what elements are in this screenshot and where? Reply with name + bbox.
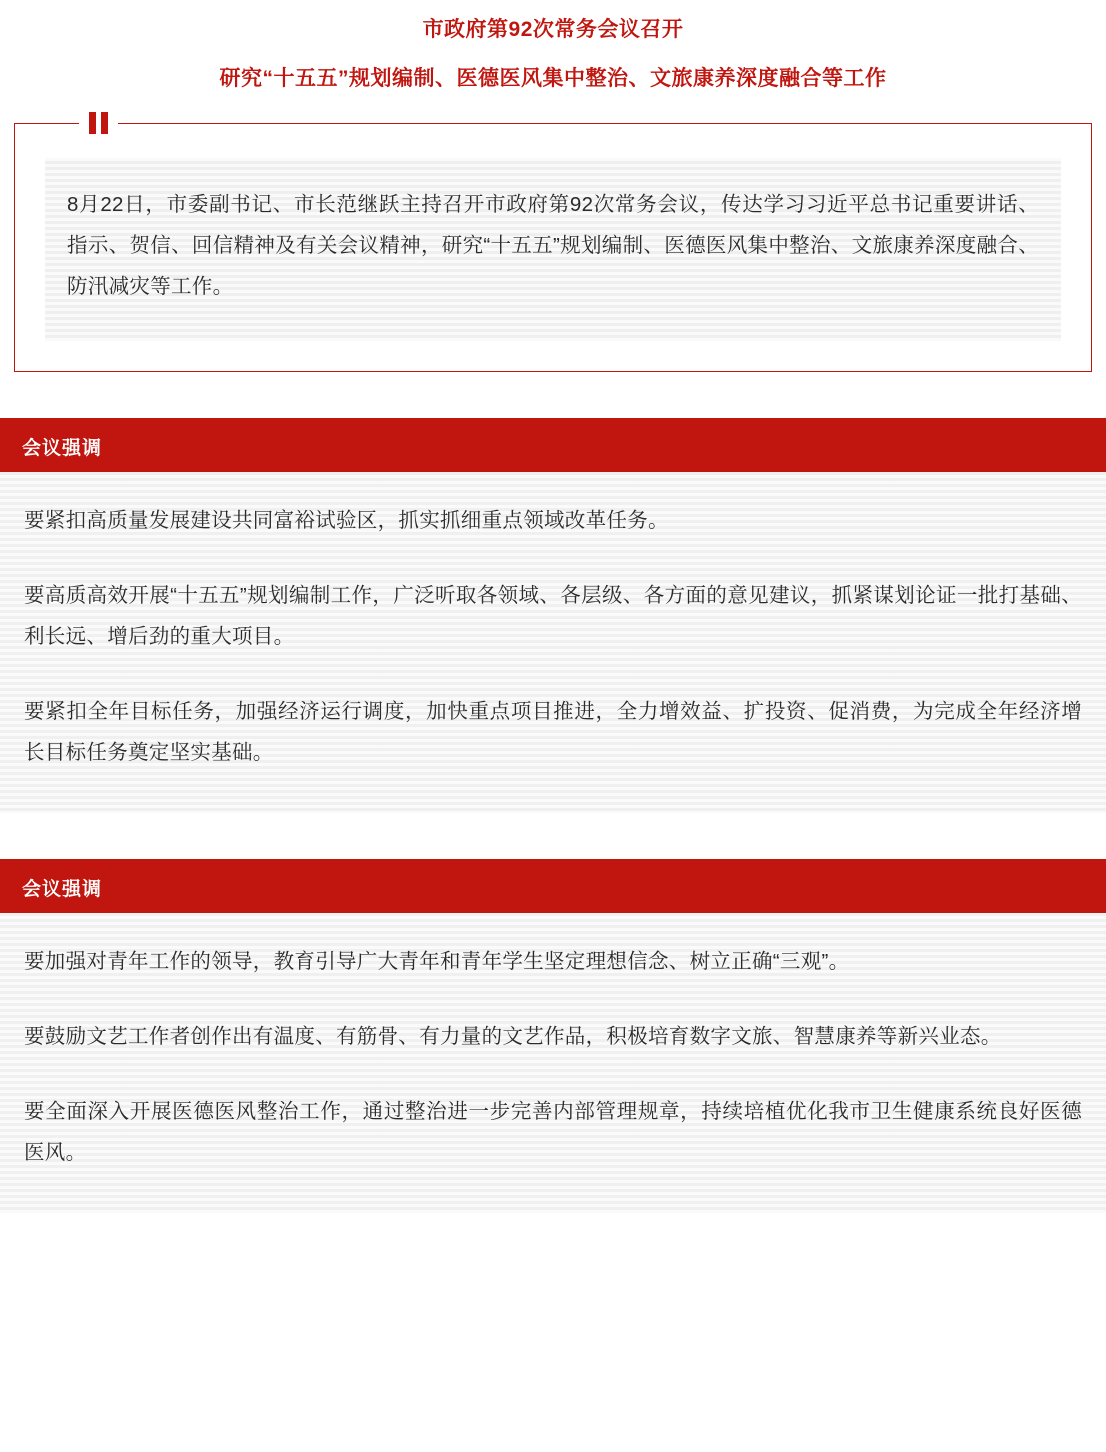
section-2-paragraph-1: 要加强对青年工作的领导，教育引导广大青年和青年学生坚定理想信念、树立正确“三观”。 [24,950,850,974]
section-1-paragraph-3: 要紧扣全年目标任务，加强经济运行调度，加快重点项目推进，全力增效益、扩投资、促消费，为完成全年经济增长目标任务奠定坚实基础。 [24,700,1082,765]
article-title-block [0,0,1106,105]
section-2-paragraph-3: 要全面深入开展医德医风整治工作，通过整治进一步完善内部管理规章，持续培植优化我市卫生健康系统良好医德医风。 [24,1100,1082,1165]
intro-card [14,123,1092,372]
page-subtitle: 研究“十五五”规划编制、医德医风集中整治、文旅康养深度融合等工作 [219,66,887,90]
section-1-paragraph-1: 要紧扣高质量发展建设共同富裕试验区，抓实抓细重点领域改革任务。 [24,509,669,533]
section-1-body [0,472,1106,813]
section-2-paragraph-2: 要鼓励文艺工作者创作出有温度、有筋骨、有力量的文艺作品，积极培育数字文旅、智慧康养等新兴业态。 [24,1025,1002,1049]
section-2 [0,859,1106,1213]
quote-mark-icon [79,112,118,134]
section-2-header: 会议强调 [0,862,1106,913]
section-2-body [0,913,1106,1213]
intro-paragraph: 8月22日，市委副书记、市长范继跃主持召开市政府第92次常务会议，传达学习习近平总书记重要讲话、指示、贺信、回信精神及有关会议精神，研究“十五五”规划编制、医德医风集中整治、文旅康养深度融合、防汛减灾等工作。 [67,193,1039,299]
section-1 [0,418,1106,813]
page-title: 市政府第92次常务会议召开 [422,18,684,41]
section-1-header: 会议强调 [0,421,1106,472]
intro-body [45,158,1061,341]
section-1-paragraph-2: 要高质高效开展“十五五”规划编制工作，广泛听取各领域、各层级、各方面的意见建议，抓紧谋划论证一批打基础、利长远、增后劲的重大项目。 [24,584,1082,649]
